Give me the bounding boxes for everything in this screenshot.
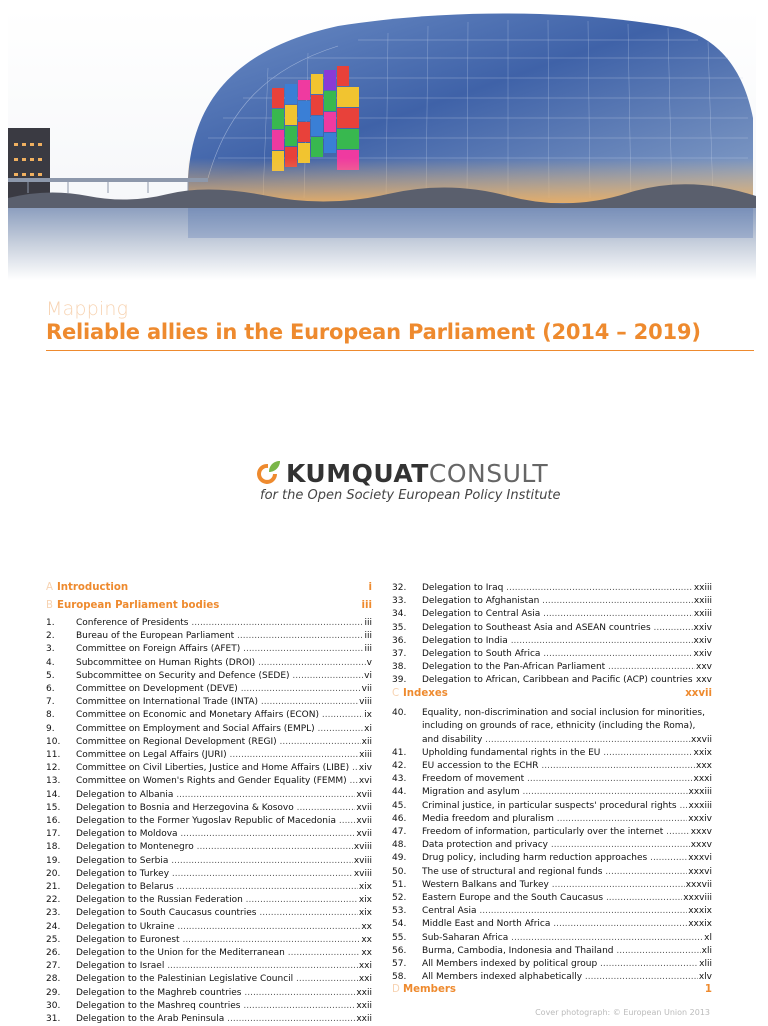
toc-entry-page: xxxix (688, 906, 712, 917)
toc-entry-label: Delegation to Serbia ..... (76, 855, 353, 868)
toc-entry[interactable] (392, 958, 712, 971)
toc-entry-number: 31. (46, 1014, 61, 1025)
toc-entry[interactable] (392, 800, 712, 813)
toc-entry-label: Delegation to the Arab Peninsula ..... (76, 1013, 355, 1026)
toc-entry[interactable] (392, 786, 712, 799)
toc-entry[interactable] (392, 595, 712, 608)
toc-entry[interactable] (392, 945, 712, 958)
toc-entry-label: Delegation to the Mashreq countries ..... (76, 1000, 355, 1013)
toc-entry-number: 50. (392, 866, 407, 877)
toc-entry-label: Delegation to Montenegro ..... (76, 841, 353, 854)
toc-entry-number: 21. (46, 882, 61, 893)
toc-entry-page: xxiii (693, 583, 712, 593)
section-title: Indexes (403, 687, 448, 699)
toc-entry[interactable] (392, 608, 712, 621)
toc-entry-page: ix (364, 710, 372, 721)
toc-entry-page: xxxiii (688, 800, 712, 811)
toc-entry-label: The use of structural and regional funds ..... (422, 866, 687, 879)
toc-entry-label: Freedom of information, particularly over the internet ..... (422, 826, 690, 839)
toc-entry-label: Delegation to the Union for the Mediterranean ..... (76, 947, 360, 960)
toc-entry-number: 43. (392, 774, 407, 785)
toc-entry[interactable] (46, 683, 372, 696)
toc-entry-label: Delegation to Central Asia ..... (422, 608, 693, 621)
toc-entry-number: 58. (392, 972, 407, 983)
toc-entry[interactable] (46, 934, 372, 947)
toc-entry[interactable] (46, 894, 372, 907)
toc-entry-number: 34. (392, 609, 407, 620)
toc-entry-label: Delegation to the Maghreb countries ..... (76, 987, 355, 1000)
toc-entry-page: iii (364, 631, 372, 642)
toc-entry-number: 52. (392, 892, 407, 903)
toc-entry[interactable] (392, 866, 712, 879)
toc-entry[interactable] (46, 921, 372, 934)
toc-entry-number: 28. (46, 974, 61, 985)
toc-entry-page: xviii (353, 855, 372, 866)
toc-entry-label: Middle East and North Africa ..... (422, 918, 687, 931)
toc-entry-page: xxxvi (688, 866, 712, 877)
toc-entry-page: xi (364, 723, 372, 734)
toc-entry-label: Committee on Economic and Monetary Affairs (ECON) ..... (76, 709, 363, 722)
toc-entry-number: 25. (46, 934, 61, 945)
toc-entry-number: 6. (46, 684, 55, 695)
toc-entry-number: 7. (46, 697, 55, 708)
toc-entry-number: 54. (392, 919, 407, 930)
toc-entry-page: xxxviii (683, 892, 712, 903)
toc-entry-page: xix (358, 895, 372, 906)
section-title: Introduction (57, 582, 129, 593)
toc-entry-number: 32. (392, 583, 407, 593)
logo-subtitle: for the Open Society European Policy Institute (260, 488, 561, 503)
toc-entry[interactable] (46, 802, 372, 815)
toc-entry[interactable] (392, 813, 712, 826)
toc-entry[interactable] (46, 1000, 372, 1013)
toc-entry[interactable] (392, 892, 712, 905)
toc-entry-label: Subcommittee on Human Rights (DROI) ..... (76, 657, 366, 670)
toc-entry-page: xl (704, 932, 712, 943)
toc-entry-label: Equality, non-discrimination and social inclusion for minorities, (422, 708, 705, 719)
toc-entry-label: Delegation to African, Caribbean and Pacific (ACP) countries ..... (422, 674, 695, 687)
toc-entry-page: xxxv (690, 840, 712, 851)
toc-entry[interactable] (392, 879, 712, 892)
toc-entry-number: 20. (46, 868, 61, 879)
toc-entry[interactable] (46, 841, 372, 854)
toc-entry-label: Committee on Regional Development (REGI) ..... (76, 736, 361, 749)
toc-section-parliament-bodies[interactable] (46, 600, 372, 618)
toc-entry[interactable] (46, 881, 372, 894)
toc-entry-page: viii (359, 697, 372, 708)
toc-entry-label: Western Balkans and Turkey ..... (422, 879, 685, 892)
section-page: i (368, 582, 372, 593)
toc-entry-label: Committee on International Trade (INTA) ..... (76, 696, 358, 709)
toc-entry-number: 19. (46, 855, 61, 866)
toc-entry-label: Delegation to Iraq ..... (422, 582, 693, 595)
toc-entry-label: All Members indexed alphabetically ..... (422, 971, 698, 984)
toc-entry[interactable] (46, 749, 372, 762)
toc-entry-page: xvi (358, 776, 372, 787)
toc-entry[interactable] (46, 973, 372, 986)
toc-entry[interactable] (392, 839, 712, 852)
toc-entry-label: Delegation to the Russian Federation ..... (76, 894, 358, 907)
toc-entry-label: Delegation to India ..... (422, 635, 693, 648)
toc-entry-label: Freedom of movement ..... (422, 773, 693, 786)
toc-entry-page: xxiv (693, 622, 712, 633)
toc-entry-label: Delegation to South Caucasus countries ..... (76, 907, 358, 920)
title-divider (46, 350, 754, 351)
toc-entry-page: xii (361, 736, 372, 747)
section-letter: A (46, 582, 53, 593)
toc-entry-page: xix (358, 882, 372, 893)
toc-entry-label: Eastern Europe and the South Caucasus ..... (422, 892, 682, 905)
toc-entry[interactable] (46, 723, 372, 736)
toc-section-indexes[interactable] (392, 688, 712, 706)
toc-entry-number: 49. (392, 853, 407, 864)
toc-entry-label: Committee on Employment and Social Affairs (EMPL) ..... (76, 723, 363, 736)
toc-entry-number: 26. (46, 948, 61, 959)
logo-word-kumquat: KUMQUAT (286, 458, 429, 488)
toc-entry-label: Media freedom and pluralism ..... (422, 813, 687, 826)
toc-entry-label: Delegation to Bosnia and Herzegovina & Kosovo ..... (76, 802, 355, 815)
toc-entry[interactable] (46, 987, 372, 1000)
toc-entry-page: xxii (356, 987, 372, 998)
toc-entry-number: 18. (46, 842, 61, 853)
page-title: Reliable allies in the European Parliament (2014 – 2019) (46, 320, 701, 344)
kumquat-logo (252, 456, 548, 490)
toc-section-introduction[interactable] (46, 582, 372, 600)
toc-right-column (392, 582, 712, 1002)
toc-entry-page: xxx (696, 760, 712, 771)
toc-entry-page: vii (361, 684, 372, 695)
toc-entry-continuation (392, 734, 712, 747)
toc-entry-number: 10. (46, 736, 61, 747)
toc-entry[interactable] (392, 747, 712, 760)
toc-entry[interactable] (46, 670, 372, 683)
toc-entry-page: xxi (358, 961, 372, 972)
toc-entry-label: Delegation to Ukraine ..... (76, 921, 360, 934)
toc-entry-page: xiv (358, 763, 372, 774)
toc-entry-number: 55. (392, 932, 407, 943)
toc-entry-label: Criminal justice, in particular suspects' procedural rights ..... (422, 800, 688, 813)
toc-entry-label: Delegation to Euronest ..... (76, 934, 360, 947)
toc-entry-label: Sub-Saharan Africa ..... (422, 932, 703, 945)
toc-entry-page: xx (361, 921, 372, 932)
toc-entry[interactable] (392, 622, 712, 635)
toc-entry-number: 45. (392, 800, 407, 811)
toc-entry[interactable] (46, 630, 372, 643)
toc-entry-page: xxi (358, 974, 372, 985)
toc-entry-page: xvii (356, 829, 372, 840)
toc-entry-number: 17. (46, 829, 61, 840)
toc-entry-number: 48. (392, 840, 407, 851)
title-kicker: Mapping (46, 298, 129, 320)
toc-entry-number: 30. (46, 1000, 61, 1011)
kumquat-leaf-icon (252, 458, 282, 488)
toc-left-column (46, 582, 372, 1026)
toc-entry-number: 39. (392, 675, 407, 686)
toc-entry-page: xx (361, 934, 372, 945)
toc-entry-label: Delegation to the Palestinian Legislative Council ..... (76, 973, 358, 986)
toc-entry-label: Conference of Presidents ..... (76, 617, 363, 630)
toc-entry-number: 37. (392, 649, 407, 660)
toc-entry-page: xxxi (693, 774, 712, 785)
toc-entry-label: EU accession to the ECHR ..... (422, 760, 695, 773)
toc-entry[interactable] (46, 736, 372, 749)
toc-entry-label: including on grounds of race, ethnicity (including the Roma), (422, 721, 696, 732)
toc-entry[interactable] (46, 617, 372, 630)
toc-entry[interactable] (46, 657, 372, 670)
toc-entry-page: vi (364, 670, 372, 681)
toc-entry-page: xli (701, 945, 712, 956)
toc-entry-label: Delegation to Moldova ..... (76, 828, 355, 841)
toc-entry-number: 57. (392, 958, 407, 969)
toc-entry[interactable] (392, 826, 712, 839)
logo-word-consult: CONSULT (428, 458, 549, 488)
toc-entry-page: iii (364, 644, 372, 655)
toc-entry-number: 35. (392, 622, 407, 633)
toc-entry-number: 5. (46, 670, 55, 681)
toc-entry[interactable] (46, 709, 372, 722)
toc-entry-label: Committee on Legal Affairs (JURI) ..... (76, 749, 358, 762)
toc-entry-label: Committee on Foreign Affairs (AFET) ..... (76, 643, 363, 656)
toc-entry-label: Central Asia ..... (422, 905, 687, 918)
toc-entry[interactable] (46, 789, 372, 802)
toc-entry-label: Delegation to South Africa ..... (422, 648, 693, 661)
toc-entry-label: Committee on Development (DEVE) ..... (76, 683, 361, 696)
toc-entry[interactable] (392, 582, 712, 595)
toc-entry-page: xix (358, 908, 372, 919)
toc-entry-label: Drug policy, including harm reduction approaches ..... (422, 852, 687, 865)
section-letter: D (392, 984, 400, 996)
toc-entry-label: Data protection and privacy ..... (422, 839, 690, 852)
section-page: xxvii (685, 687, 712, 699)
toc-entry-page: xxiv (693, 649, 712, 660)
toc-entry-number: 16. (46, 816, 61, 827)
toc-entry-number: 44. (392, 787, 407, 798)
toc-entry-page: xiii (359, 750, 372, 761)
toc-entry[interactable] (392, 773, 712, 786)
toc-entry-label: Committee on Women's Rights and Gender Equality (FEMM) ..... (76, 775, 358, 788)
toc-entry-page: xxv (696, 662, 712, 673)
toc-entry-number: 13. (46, 776, 61, 787)
toc-entry-page: iii (364, 618, 372, 628)
section-letter: B (46, 599, 53, 611)
section-title: Members (403, 984, 456, 996)
toc-entry-page: xxvii (691, 734, 712, 745)
toc-entry-page: xxxiii (688, 787, 712, 798)
toc-entry-number: 41. (392, 747, 407, 758)
toc-entry-page: xxxix (688, 919, 712, 930)
toc-entry-label: Delegation to Albania ..... (76, 789, 355, 802)
toc-entry[interactable] (392, 760, 712, 773)
toc-entry-number: 46. (392, 813, 407, 824)
toc-entry-number: 22. (46, 895, 61, 906)
toc-entry[interactable] (392, 635, 712, 648)
toc-entry[interactable] (46, 1013, 372, 1026)
toc-entry-number: 15. (46, 802, 61, 813)
toc-entry-page: xlv (698, 972, 712, 983)
toc-entry-number: 42. (392, 760, 407, 771)
toc-entry-label: Delegation to the Former Yugoslav Republic of Macedonia ..... (76, 815, 355, 828)
toc-entry-page: xx (361, 948, 372, 959)
toc-entry-page: xxxvi (688, 853, 712, 864)
toc-entry-number: 47. (392, 826, 407, 837)
toc-entry-page: xxix (693, 747, 712, 758)
toc-entry-page: xxiv (693, 635, 712, 646)
toc-entry-label: Bureau of the European Parliament ..... (76, 630, 363, 643)
toc-entry-number: 14. (46, 789, 61, 800)
toc-entry-page: xvii (356, 789, 372, 800)
toc-entry-number: 24. (46, 921, 61, 932)
toc-entry-continuation (392, 720, 712, 733)
toc-entry-page: xxii (356, 1000, 372, 1011)
toc-entry-label: and disability ..... (422, 734, 691, 747)
toc-entry-number: 11. (46, 750, 61, 761)
toc-entry[interactable] (46, 762, 372, 775)
cover-photo (8, 8, 756, 280)
toc-entry-label: Committee on Civil Liberties, Justice and Home Affairs (LIBE) ..... (76, 762, 358, 775)
toc-entry[interactable] (46, 855, 372, 868)
toc-entry[interactable] (46, 828, 372, 841)
toc-entry-number: 36. (392, 635, 407, 646)
toc-entry-label: Burma, Cambodia, Indonesia and Thailand ..... (422, 945, 701, 958)
toc-entry-label: Delegation to Belarus ..... (76, 881, 358, 894)
toc-entry-page: v (366, 657, 372, 668)
toc-entry-page: xviii (353, 868, 372, 879)
toc-entry[interactable] (392, 648, 712, 661)
toc-entry-page: xlii (699, 958, 712, 969)
toc-entry[interactable] (392, 932, 712, 945)
toc-entry-number: 40. (392, 708, 407, 719)
toc-entry-page: xxxv (690, 826, 712, 837)
section-page: 1 (704, 984, 712, 996)
toc-entry[interactable] (46, 947, 372, 960)
toc-entry-page: xvii (356, 802, 372, 813)
toc-entry[interactable] (392, 971, 712, 984)
toc-entry-label: Subcommittee on Security and Defence (SEDE) ..... (76, 670, 363, 683)
toc-entry-number: 1. (46, 618, 55, 628)
toc-entry-number: 8. (46, 710, 55, 721)
toc-entry-number: 38. (392, 662, 407, 673)
toc-entry[interactable] (46, 643, 372, 656)
toc-entry-number: 27. (46, 961, 61, 972)
toc-entry-label: Delegation to Turkey ..... (76, 868, 353, 881)
toc-entry[interactable] (392, 918, 712, 931)
toc-entry[interactable] (46, 775, 372, 788)
section-title: European Parliament bodies (57, 599, 220, 611)
toc-entry-page: xxiii (693, 596, 712, 607)
toc-entry-label: Delegation to Israel ..... (76, 960, 358, 973)
toc-entry-label: All Members indexed by political group ..... (422, 958, 698, 971)
toc-entry[interactable] (392, 852, 712, 865)
toc-entry[interactable] (46, 868, 372, 881)
toc-entry-number: 23. (46, 908, 61, 919)
toc-section-members[interactable] (392, 984, 712, 1002)
toc-entry[interactable] (46, 960, 372, 973)
toc-entry-label: Migration and asylum ..... (422, 786, 688, 799)
section-page: iii (361, 599, 372, 611)
toc-entry[interactable] (46, 815, 372, 828)
toc-entry-page: xxii (356, 1014, 372, 1025)
section-letter: C (392, 687, 400, 699)
photo-credit: Cover photograph: © European Union 2013 (535, 1008, 710, 1017)
toc-entry-page: xxv (696, 675, 712, 686)
toc-entry[interactable] (46, 696, 372, 709)
toc-entry-number: 53. (392, 906, 407, 917)
toc-entry[interactable] (392, 707, 712, 720)
toc-entry-number: 29. (46, 987, 61, 998)
toc-entry-label: Delegation to Southeast Asia and ASEAN countries ..... (422, 622, 693, 635)
toc-entry-page: xxxiv (688, 813, 712, 824)
toc-entry[interactable] (392, 905, 712, 918)
toc-entry[interactable] (392, 661, 712, 674)
toc-entry-number: 56. (392, 945, 407, 956)
toc-entry-number: 33. (392, 596, 407, 607)
toc-entry-page: xxxvii (685, 879, 712, 890)
toc-entry-number: 12. (46, 763, 61, 774)
toc-entry-page: xvii (356, 816, 372, 827)
toc-entry-number: 4. (46, 657, 55, 668)
toc-entry-number: 2. (46, 631, 55, 642)
toc-entry-label: Delegation to Afghanistan ..... (422, 595, 693, 608)
toc-entry-label: Upholding fundamental rights in the EU ..... (422, 747, 693, 760)
toc-entry-number: 3. (46, 644, 55, 655)
toc-entry-number: 9. (46, 723, 55, 734)
toc-entry[interactable] (392, 674, 712, 687)
toc-entry-number: 51. (392, 879, 407, 890)
toc-entry-label: Delegation to the Pan-African Parliament ..... (422, 661, 695, 674)
toc-entry-page: xxiii (693, 609, 712, 620)
toc-entry-page: xviii (353, 842, 372, 853)
toc-entry[interactable] (46, 907, 372, 920)
